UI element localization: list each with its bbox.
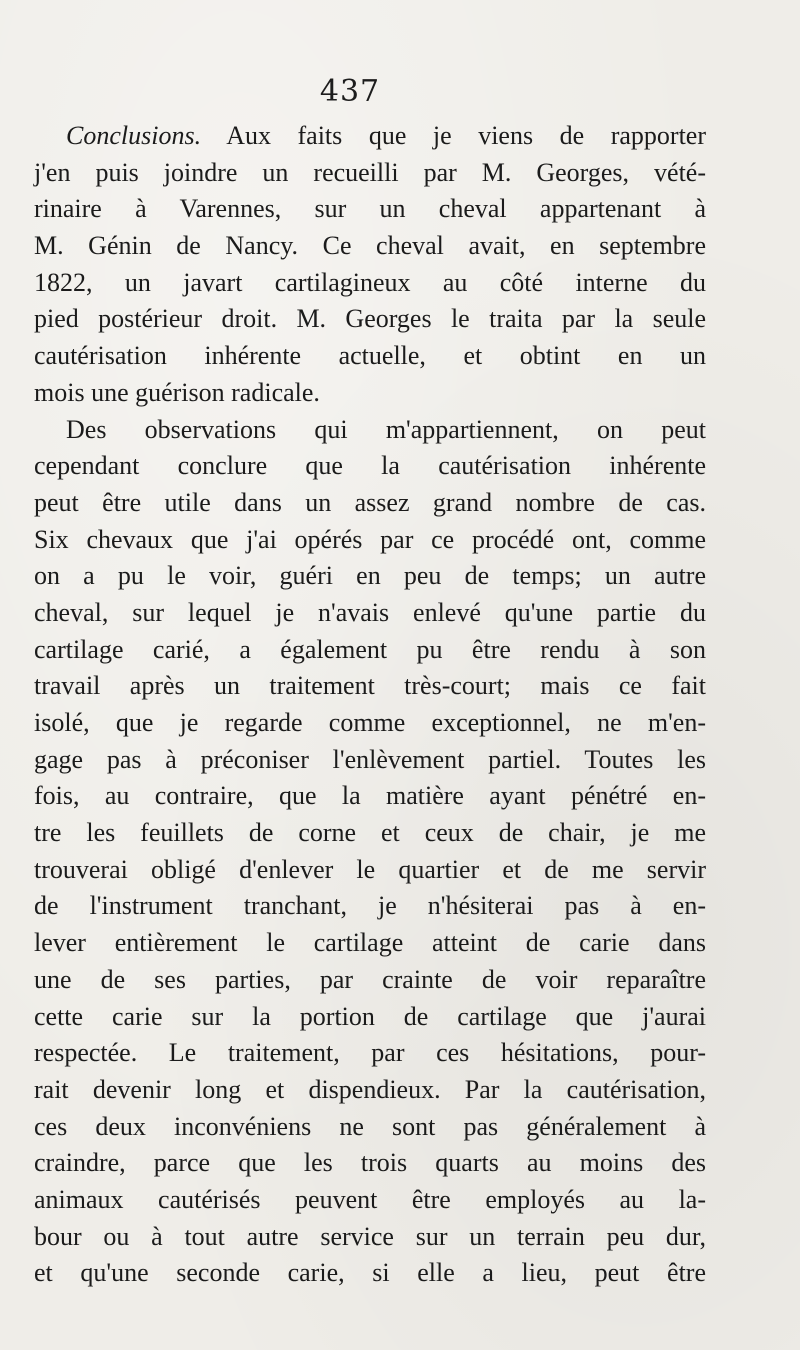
text-line: cartilage carié, a également pu être rendu à son (34, 634, 706, 664)
text-line: on a pu le voir, guéri en peu de temps; un autre (34, 561, 706, 591)
text-line: Des observations qui m'appartiennent, on peut (66, 414, 706, 444)
text-line: Six chevaux que j'ai opérés par ce procédé ont, comme (34, 524, 706, 554)
text-line: tre les feuillets de corne et ceux de chair, je me (34, 818, 706, 848)
text-line: isolé, que je regarde comme exceptionnel, ne m'en- (34, 708, 706, 737)
text-line: ces deux inconvéniens ne sont pas généralement à (34, 1111, 706, 1141)
text-line: lever entièrement le cartilage atteint de carie dans (34, 928, 706, 958)
text-line: pied postérieur droit. M. Georges le traita par la seule (34, 304, 706, 334)
text-line: j'en puis joindre un recueilli par M. Georges, vété- (34, 157, 706, 187)
text-line: 1822, un javart cartilagineux au côté interne du (34, 267, 706, 297)
text-line: craindre, parce que les trois quarts au moins des (34, 1148, 706, 1178)
text-line: rait devenir long et dispendieux. Par la cautérisation, (34, 1074, 706, 1104)
text-line: bour ou à tout autre service sur un terrain peu dur, (34, 1221, 706, 1251)
text-line-content: Aux faits que je viens de rapporter (201, 121, 706, 150)
text-line: fois, au contraire, que la matière ayant pénétré en- (34, 781, 706, 811)
text-line: cette carie sur la portion de cartilage que j'aurai (34, 1001, 706, 1031)
text-line: M. Génin de Nancy. Ce cheval avait, en septembre (34, 231, 706, 261)
text-line: une de ses parties, par crainte de voir reparaître (34, 964, 706, 994)
body-text (34, 118, 706, 1292)
text-line: rinaire à Varennes, sur un cheval appartenant à (34, 194, 706, 224)
text-line: respectée. Le traitement, par ces hésitations, pour- (34, 1038, 706, 1068)
text-line: et qu'une seconde carie, si elle a lieu, peut être (34, 1258, 706, 1288)
text-line: trouverai obligé d'enlever le quartier et de me servir (34, 854, 706, 884)
text-line: peut être utile dans un assez grand nombre de cas. (34, 487, 706, 517)
page-number: 437 (319, 74, 381, 109)
text-line: travail après un traitement très-court; mais ce fait (34, 671, 706, 701)
text-line (34, 118, 706, 155)
text-line: cautérisation inhérente actuelle, et obtint en un (34, 341, 706, 371)
text-line: cheval, sur lequel je n'avais enlevé qu'une partie du (34, 597, 706, 627)
text-line: mois une guérison radicale. (34, 377, 320, 407)
text-line: gage pas à préconiser l'enlèvement partiel. Toutes les (34, 744, 706, 774)
text-line: de l'instrument tranchant, je n'hésiterai pas à en- (34, 891, 706, 921)
text-line: cependant conclure que la cautérisation inhérente (34, 451, 706, 481)
section-lead: Conclusions. (66, 121, 202, 150)
text-line: animaux cautérisés peuvent être employés au la- (34, 1184, 706, 1214)
